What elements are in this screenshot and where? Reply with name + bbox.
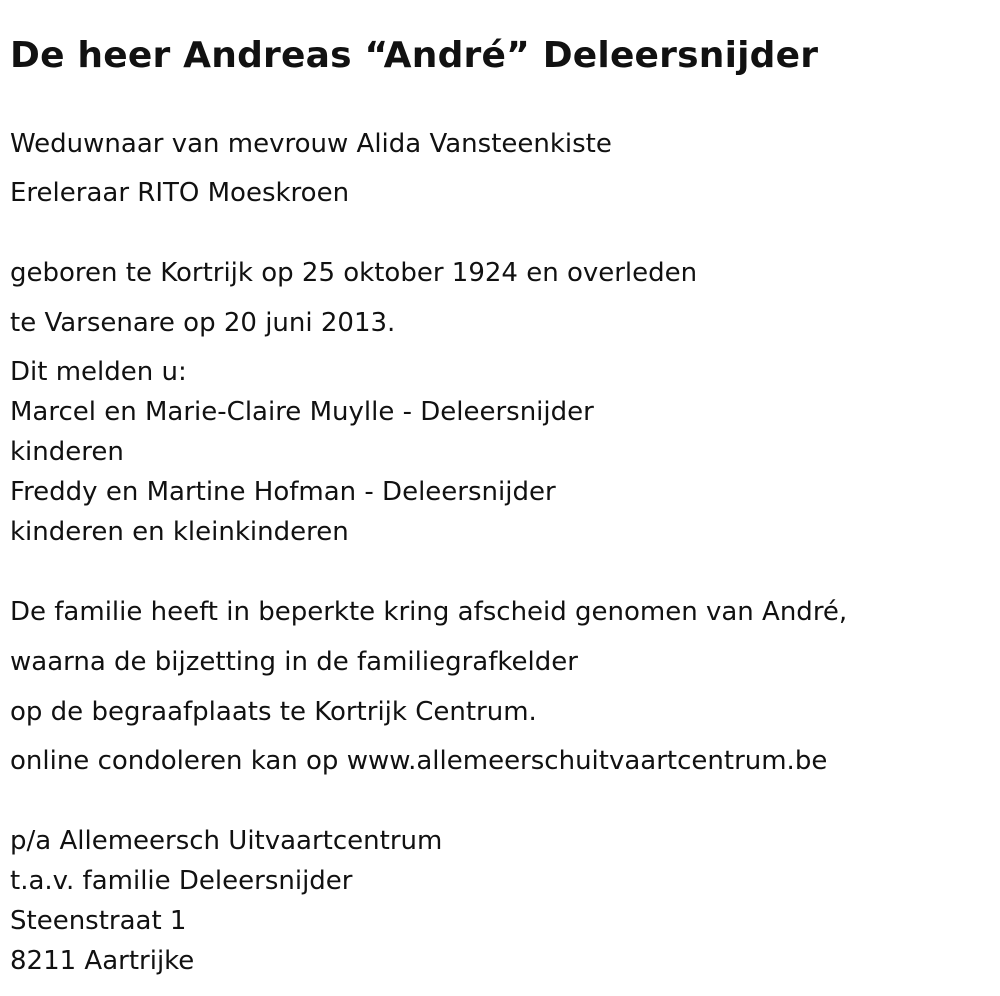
birth-death-line-2: te Varsenare op 20 juni 2013. [10,308,396,338]
family-line-3: Freddy en Martine Hofman - Deleersnijder [10,477,556,507]
address-line-3: Steenstraat 1 [10,906,187,936]
farewell-line-3: op de begraafplaats te Kortrijk Centrum. [10,697,537,727]
family-line-4: kinderen en kleinkinderen [10,517,349,547]
family-line-1: Marcel en Marie-Claire Muylle - Deleersnijder [10,397,594,427]
family-line-2: kinderen [10,437,124,467]
announcement-heading: Dit melden u: [10,357,187,387]
condolence-line: online condoleren kan op www.allemeerschuitvaartcentrum.be [10,746,828,776]
address-line-2: t.a.v. familie Deleersnijder [10,866,353,896]
birth-death-line-1: geboren te Kortrijk op 25 oktober 1924 en overleden [10,258,698,288]
address-line-1: p/a Allemeersch Uitvaartcentrum [10,826,443,856]
widower-line: Weduwnaar van mevrouw Alida Vansteenkiste [10,129,612,159]
address-line-4: 8211 Aartrijke [10,946,195,976]
farewell-line-1: De familie heeft in beperkte kring afscheid genomen van André, [10,597,848,627]
page-title: De heer Andreas “André” Deleersnijder [10,35,819,76]
profession-line: Ereleraar RITO Moeskroen [10,178,350,208]
farewell-line-2: waarna de bijzetting in de familiegrafkelder [10,647,578,677]
